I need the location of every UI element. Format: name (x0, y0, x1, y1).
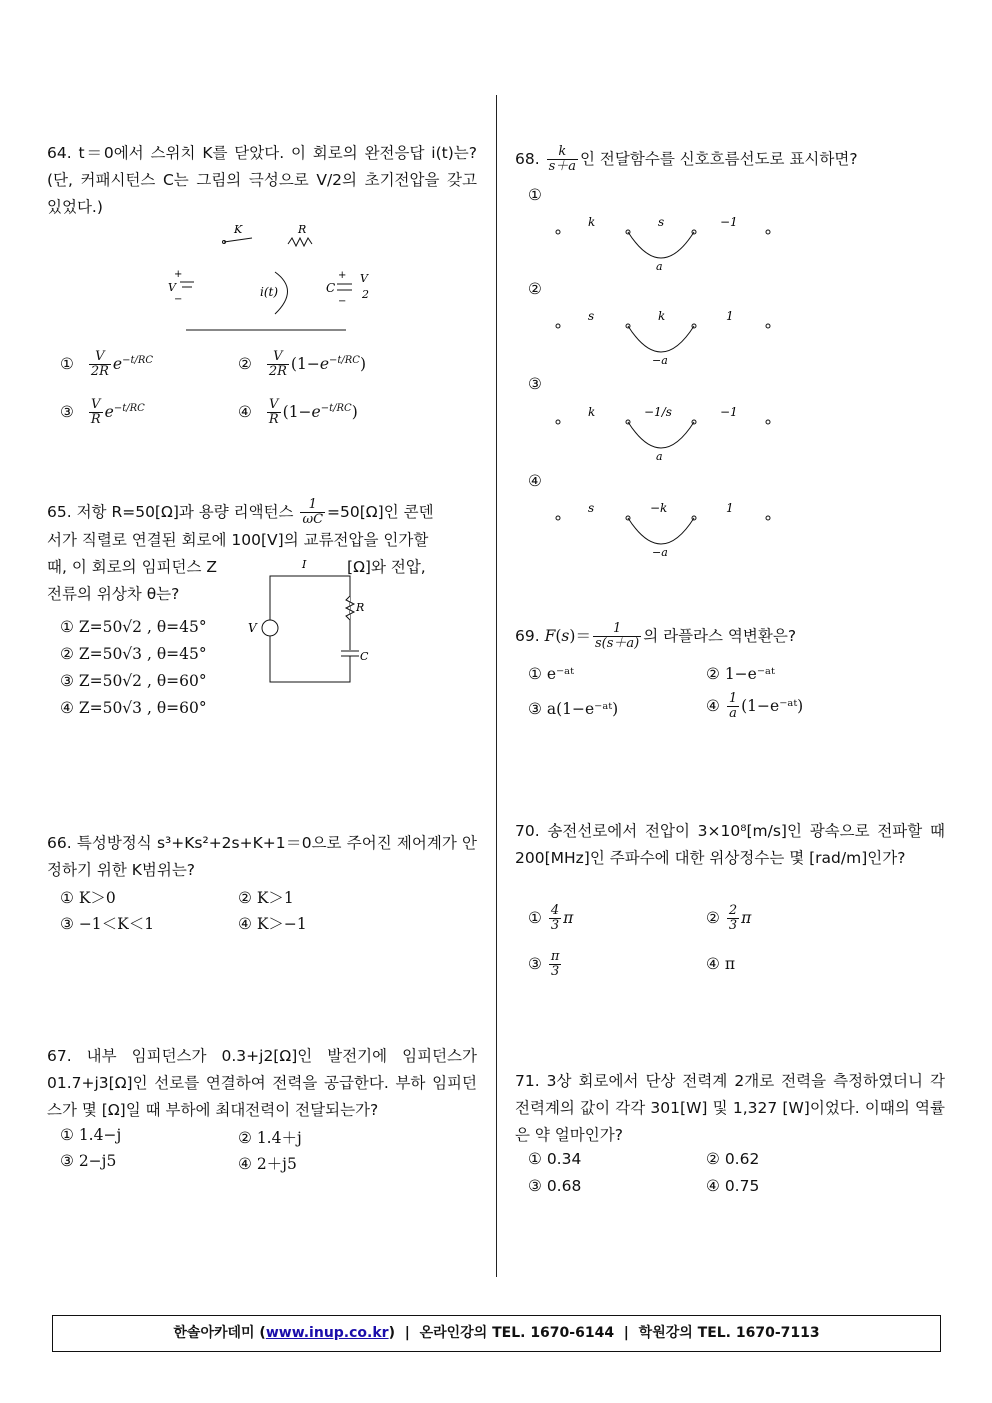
q64-option-2[interactable]: ② $\frac{V}{2R}$ $(1-e^{-t/RC})$ (238, 349, 367, 379)
svg-text:+: + (338, 270, 347, 281)
q66-option-3[interactable]: ③ −1＜K＜1 (60, 915, 155, 933)
q69-option-3[interactable]: ③ a(1−e⁻ᵃᵗ) (528, 700, 619, 718)
svg-text:V: V (168, 281, 176, 294)
svg-text:R: R (298, 223, 307, 236)
svg-text:1: 1 (726, 309, 734, 323)
q65-option-2[interactable]: ② Z=50√3 , θ=45° (60, 645, 207, 663)
offline-phone: 학원강의 TEL. 1670-7113 (638, 1325, 820, 1341)
q68-signal-flow-graph-2 (548, 302, 778, 368)
q64-option-3[interactable]: ③ $\frac{V}{R}$ $e^{-t/RC}$ (60, 397, 145, 427)
svg-text:−1/s: −1/s (644, 405, 672, 419)
page-footer: 한솔아카데미 (www.inup.co.kr) | 온라인강의 TEL. 1670-6144 | 학원강의 TEL. 1670-7113 (52, 1315, 941, 1352)
column-divider (496, 95, 497, 1277)
svg-text:−1: −1 (720, 215, 738, 229)
academy-link[interactable]: www.inup.co.kr (265, 1325, 389, 1341)
q68-option-1[interactable]: ① (528, 186, 542, 204)
question-71: 71. 3상 회로에서 단상 전력계 2개로 전력을 측정하였더니 각 전력계의 값이 각각 301[W] 및 1,327 [W]이었다. 이때의 역률은 약 얼마인가? (515, 1072, 945, 1144)
svg-text:−a: −a (652, 354, 668, 367)
question-64-text: 64. t＝0에서 스위치 K를 닫았다. 이 회로의 완전응답 i(t)는? (단, 커패시턴스 C는 그림의 극성으로 V/2의 초기전압을 갖고 있었다.) (47, 144, 477, 216)
q70-option-3[interactable]: ③ $\frac{\pi}{3}$ (528, 949, 560, 979)
svg-text:V: V (360, 272, 368, 285)
q65-option-4[interactable]: ④ Z=50√3 , θ=60° (60, 699, 207, 717)
online-phone: 온라인강의 TEL. 1670-6144 (419, 1325, 615, 1341)
svg-text:k: k (588, 405, 596, 419)
question-70: 70. 송전선로에서 전압이 3×10⁸[m/s]인 광속으로 전파할 때 200[MHz]인 주파수에 대한 위상정수는 몇 [rad/m]인가? (515, 822, 945, 867)
svg-text:C: C (326, 281, 336, 295)
svg-text:k: k (588, 215, 596, 229)
q64-circuit-diagram (160, 222, 380, 337)
svg-text:s: s (588, 309, 595, 323)
q68-signal-flow-graph-3 (548, 398, 778, 464)
q68-signal-flow-graph-4 (548, 494, 778, 560)
svg-text:1: 1 (726, 501, 734, 515)
svg-text:+: + (174, 269, 183, 280)
q70-option-2[interactable]: ② $\frac{2}{3}$ π (706, 903, 752, 933)
academy-name: 한솔아카데미 (173, 1325, 255, 1341)
q71-option-3[interactable]: ③ 0.68 (528, 1177, 582, 1195)
q71-option-1[interactable]: ① 0.34 (528, 1150, 582, 1168)
q69-option-4[interactable]: ④ $\frac{1}{a}$ (1−e⁻ᵃᵗ) (706, 691, 804, 721)
q66-option-1[interactable]: ① K＞0 (60, 889, 116, 907)
q68-option-2[interactable]: ② (528, 280, 542, 298)
question-69: 69. F(s)＝ $\frac{1}{s(s+a)}$ 의 라플라스 역변환은? (515, 621, 797, 651)
svg-text:R: R (356, 601, 365, 614)
question-67: 67. 내부 임피던스가 0.3+j2[Ω]인 발전기에 임피던스가 01.7+j3[Ω]인 선로를 연결하여 전력을 공급한다. 부하 임피던스가 몇 [Ω]일 때 부하에 최대전력이 전달되는가? (47, 1047, 477, 1119)
svg-text:k: k (658, 309, 666, 323)
svg-text:−k: −k (650, 501, 668, 515)
q70-option-1[interactable]: ① $\frac{4}{3}$ π (528, 903, 574, 933)
q67-option-4[interactable]: ④ 2＋j5 (238, 1155, 297, 1173)
q69-option-2[interactable]: ② 1−e⁻ᵃᵗ (706, 665, 775, 683)
q68-option-4[interactable]: ④ (528, 472, 542, 490)
question-64 (47, 140, 477, 221)
svg-text:−: − (338, 296, 347, 307)
question-65: 65. 저항 R=50[Ω]과 용량 리액턴스 $\frac{1}{\omega C}$ =50[Ω]인 콘덴 서가 직렬로 연결된 회로에 100[V]의 교류전압을 인가할 때, 이 회로의 임피던스 Z [Ω]와 전압, 전류의 위상차 θ는? (47, 497, 434, 603)
q65-option-3[interactable]: ③ Z=50√2 , θ=60° (60, 672, 207, 690)
q71-option-2[interactable]: ② 0.62 (706, 1150, 760, 1168)
q64-option-1[interactable]: ① $\frac{V}{2R}$ $e^{-t/RC}$ (60, 349, 154, 379)
svg-text:I: I (302, 558, 307, 571)
svg-text:a: a (656, 260, 663, 273)
q67-option-1[interactable]: ① 1.4−j (60, 1126, 122, 1144)
q69-option-1[interactable]: ① e⁻ᵃᵗ (528, 665, 574, 683)
q68-option-3[interactable]: ③ (528, 375, 542, 393)
q67-option-3[interactable]: ③ 2−j5 (60, 1152, 117, 1170)
svg-text:i(t): i(t) (260, 285, 279, 299)
svg-text:−1: −1 (720, 405, 738, 419)
svg-text:K: K (234, 223, 243, 236)
svg-text:a: a (656, 450, 663, 463)
q65-circuit-diagram (240, 556, 380, 688)
q71-option-4[interactable]: ④ 0.75 (706, 1177, 760, 1195)
q65-option-1[interactable]: ① Z=50√2 , θ=45° (60, 618, 207, 636)
q70-option-4[interactable]: ④ π (706, 955, 736, 973)
q68-signal-flow-graph-1 (548, 208, 778, 274)
svg-text:s: s (658, 215, 665, 229)
svg-text:V: V (248, 621, 257, 635)
q64-option-4[interactable]: ④ $\frac{V}{R}$ $(1-e^{-t/RC})$ (238, 397, 358, 427)
q66-option-4[interactable]: ④ K＞−1 (238, 915, 307, 933)
q67-option-2[interactable]: ② 1.4＋j (238, 1129, 302, 1147)
q66-option-2[interactable]: ② K＞1 (238, 889, 294, 907)
svg-text:−a: −a (652, 546, 668, 559)
question-68: 68. $\frac{k}{s+a}$ 인 전달함수를 신호흐름선도로 표시하면? (515, 144, 858, 174)
svg-text:2: 2 (362, 288, 369, 301)
svg-text:C: C (360, 650, 369, 663)
svg-text:−: − (174, 294, 183, 305)
question-66: 66. 특성방정식 s³+Ks²+2s+K+1＝0으로 주어진 제어계가 안정하기 위한 K범위는? (47, 834, 477, 879)
svg-text:s: s (588, 501, 595, 515)
